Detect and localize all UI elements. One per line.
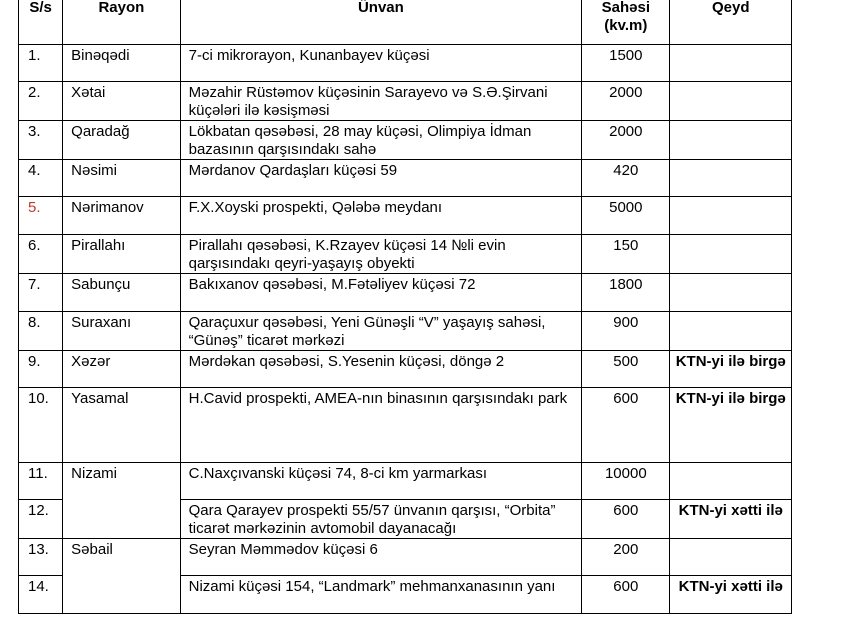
row-qeyd: [670, 235, 792, 274]
row-unvan: Pirallahı qəsəbəsi, K.Rzayev küçəsi 14 №li evin qarşısındakı qeyri-yaşayış obyekti: [180, 235, 582, 274]
table-row: [19, 121, 792, 160]
table-row: [19, 45, 792, 82]
row-num: 2.: [19, 82, 63, 121]
row-qeyd: [670, 463, 792, 500]
row-num: 1.: [19, 45, 63, 82]
row-rayon: Xətai: [63, 82, 180, 121]
table-row: [19, 197, 792, 235]
row-rayon: Yasamal: [63, 388, 180, 463]
row-unvan: Mərdanov Qardaşları küçəsi 59: [180, 160, 582, 197]
row-unvan: Nizami küçəsi 154, “Landmark” mehmanxanasının yanı: [180, 576, 582, 614]
row-num: 8.: [19, 312, 63, 351]
table-row: [19, 160, 792, 197]
row-rayon: Xəzər: [63, 351, 180, 388]
row-rayon: Nizami: [63, 463, 180, 539]
row-num: 7.: [19, 274, 63, 312]
row-num: 6.: [19, 235, 63, 274]
row-unvan: Lökbatan qəsəbəsi, 28 may küçəsi, Olimpiya İdman bazasının qarşısındakı sahə: [180, 121, 582, 160]
row-num: 9.: [19, 351, 63, 388]
row-qeyd: [670, 539, 792, 576]
table-row: [19, 82, 792, 121]
locations-table: [18, 0, 792, 614]
header-unvan: Ünvan: [180, 0, 582, 45]
row-num: 4.: [19, 160, 63, 197]
header-sahesi: Sahəsi (kv.m): [582, 0, 670, 45]
table-row: [19, 235, 792, 274]
row-sahe: 200: [582, 539, 670, 576]
row-rayon: Sabunçu: [63, 274, 180, 312]
row-qeyd: KTN-yi ilə birgə: [670, 388, 792, 463]
table-row: [19, 274, 792, 312]
row-num: 10.: [19, 388, 63, 463]
row-sahe: 2000: [582, 121, 670, 160]
row-unvan: 7-ci mikrorayon, Kunanbayev küçəsi: [180, 45, 582, 82]
row-qeyd: [670, 312, 792, 351]
row-sahe: 150: [582, 235, 670, 274]
row-qeyd: [670, 274, 792, 312]
row-sahe: 2000: [582, 82, 670, 121]
row-qeyd: [670, 160, 792, 197]
row-sahe: 600: [582, 500, 670, 539]
row-num: 3.: [19, 121, 63, 160]
row-qeyd: [670, 121, 792, 160]
row-num: 5.: [19, 197, 63, 235]
row-sahe: 500: [582, 351, 670, 388]
row-unvan: Mərdəkan qəsəbəsi, S.Yesenin küçəsi, döngə 2: [180, 351, 582, 388]
row-sahe: 600: [582, 576, 670, 614]
row-unvan: Qaraçuxur qəsəbəsi, Yeni Günəşli “V” yaşayış sahəsi, “Günəş” ticarət mərkəzi: [180, 312, 582, 351]
header-row: [19, 0, 792, 45]
row-unvan: Məzahir Rüstəmov küçəsinin Sarayevo və S.Ə.Şirvani küçələri ilə kəsişməsi: [180, 82, 582, 121]
row-qeyd: [670, 197, 792, 235]
row-rayon: Nəsimi: [63, 160, 180, 197]
row-qeyd: [670, 82, 792, 121]
row-rayon: Nərimanov: [63, 197, 180, 235]
row-num: 11.: [19, 463, 63, 500]
row-rayon: Səbail: [63, 539, 180, 614]
row-sahe: 10000: [582, 463, 670, 500]
row-qeyd: [670, 45, 792, 82]
row-sahe: 420: [582, 160, 670, 197]
header-qeyd: Qeyd: [670, 0, 792, 45]
row-sahe: 900: [582, 312, 670, 351]
table-row: [19, 312, 792, 351]
row-qeyd: KTN-yi ilə birgə: [670, 351, 792, 388]
row-rayon: Pirallahı: [63, 235, 180, 274]
table-row: [19, 388, 792, 463]
row-sahe: 1500: [582, 45, 670, 82]
row-rayon: Qaradağ: [63, 121, 180, 160]
row-unvan: Qara Qarayev prospekti 55/57 ünvanın qarşısı, “Orbita” ticarət mərkəzinin avtomobil dayanacağı: [180, 500, 582, 539]
row-sahe: 5000: [582, 197, 670, 235]
table-row: [19, 539, 792, 576]
header-num: S/s: [19, 0, 63, 45]
row-qeyd: KTN-yi xətti ilə: [670, 500, 792, 539]
row-qeyd: KTN-yi xətti ilə: [670, 576, 792, 614]
row-num: 12.: [19, 500, 63, 539]
row-num: 13.: [19, 539, 63, 576]
table-row: [19, 351, 792, 388]
row-unvan: F.X.Xoyski prospekti, Qələbə meydanı: [180, 197, 582, 235]
row-unvan: Bakıxanov qəsəbəsi, M.Fətəliyev küçəsi 72: [180, 274, 582, 312]
row-unvan: Seyran Məmmədov küçəsi 6: [180, 539, 582, 576]
row-sahe: 600: [582, 388, 670, 463]
row-num: 14.: [19, 576, 63, 614]
header-rayon: Rayon: [63, 0, 180, 45]
row-rayon: Suraxanı: [63, 312, 180, 351]
row-unvan: H.Cavid prospekti, AMEA-nın binasının qarşısındakı park: [180, 388, 582, 463]
table-row: [19, 463, 792, 500]
row-unvan: C.Naxçıvanski küçəsi 74, 8-ci km yarmarkası: [180, 463, 582, 500]
row-sahe: 1800: [582, 274, 670, 312]
row-rayon: Binəqədi: [63, 45, 180, 82]
